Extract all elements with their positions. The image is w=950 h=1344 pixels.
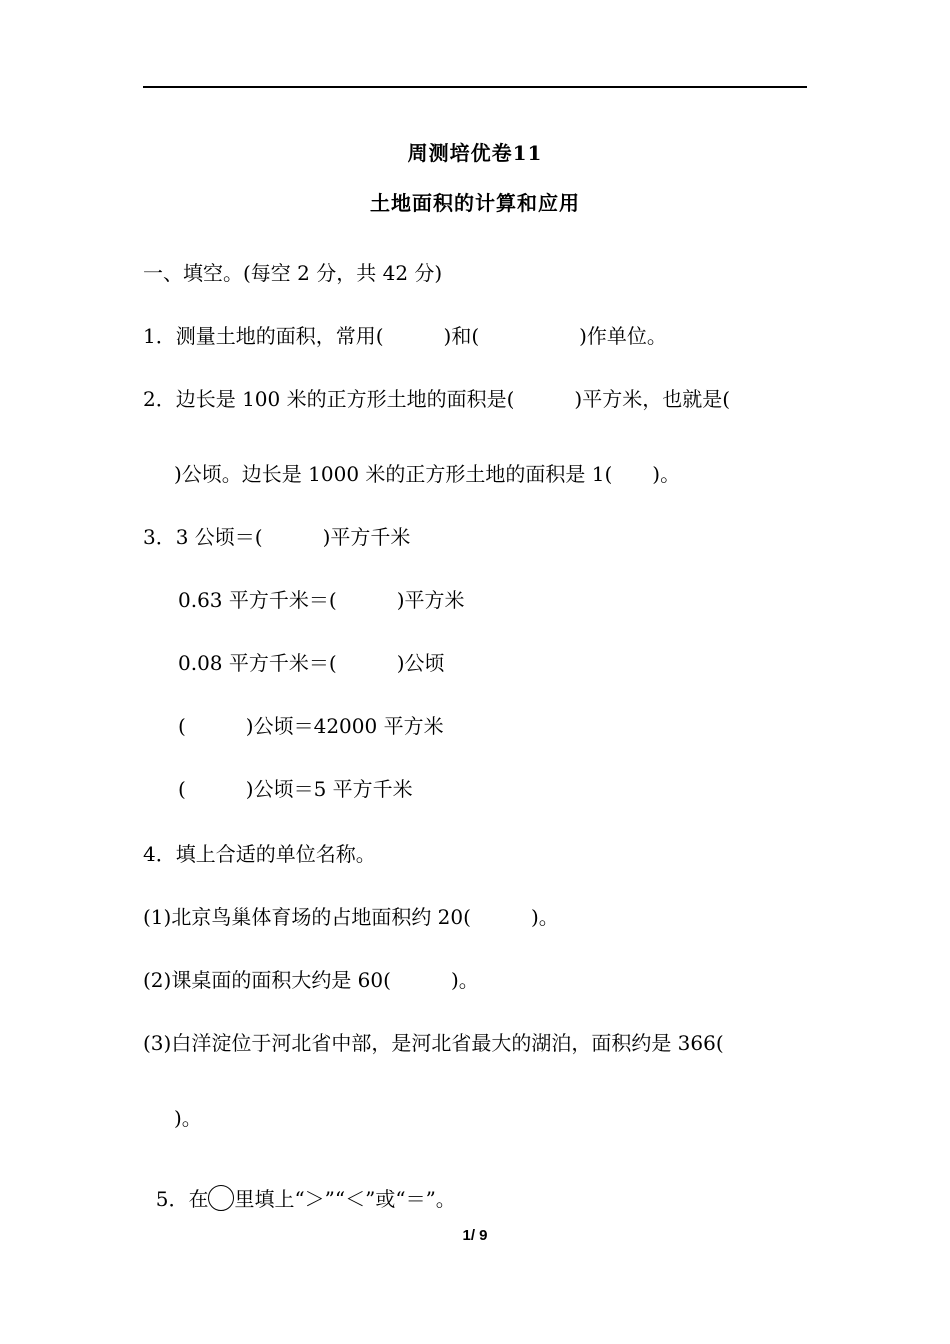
question-3-item-3: 0.08 平方千米＝( )公顷 [178, 651, 445, 675]
header-rule [143, 86, 807, 88]
question-5-suffix: 里填上“＞”“＜”或“＝”。 [234, 1187, 456, 1211]
question-4-part-3-line-2: )。 [174, 1106, 202, 1130]
page-subtitle: 土地面积的计算和应用 [370, 191, 580, 215]
question-4-part-2: (2)课桌面的面积大约是 60( )。 [143, 968, 479, 992]
circle-icon [208, 1185, 234, 1211]
question-4-part-3-line-1: (3)白洋淀位于河北省中部，是河北省最大的湖泊，面积约是 366( [143, 1031, 724, 1055]
question-5-prefix: 5．在 [155, 1187, 209, 1211]
question-5 [143, 1161, 456, 1211]
question-4-part-1: (1)北京鸟巢体育场的占地面积约 20( )。 [143, 905, 559, 929]
page-number: 1/ 9 [462, 1227, 488, 1244]
question-3-item-2: 0.63 平方千米＝( )平方米 [178, 588, 465, 612]
question-4: 4．填上合适的单位名称。 [143, 842, 376, 866]
question-1: 1．测量土地的面积，常用( )和( )作单位。 [143, 324, 667, 348]
page-title: 周测培优卷11 [407, 141, 543, 165]
question-3-item-4: ( )公顷＝42000 平方米 [178, 714, 444, 738]
question-2-line-1: 2．边长是 100 米的正方形土地的面积是( )平方米，也就是( [143, 387, 731, 411]
section-heading: 一、填空。(每空 2 分，共 42 分) [143, 261, 443, 285]
question-3-item-5: ( )公顷＝5 平方千米 [178, 777, 413, 801]
question-2-line-2: )公顷。边长是 1000 米的正方形土地的面积是 1( )。 [174, 462, 681, 486]
question-3-item-1: 3．3 公顷＝( )平方千米 [143, 525, 411, 549]
